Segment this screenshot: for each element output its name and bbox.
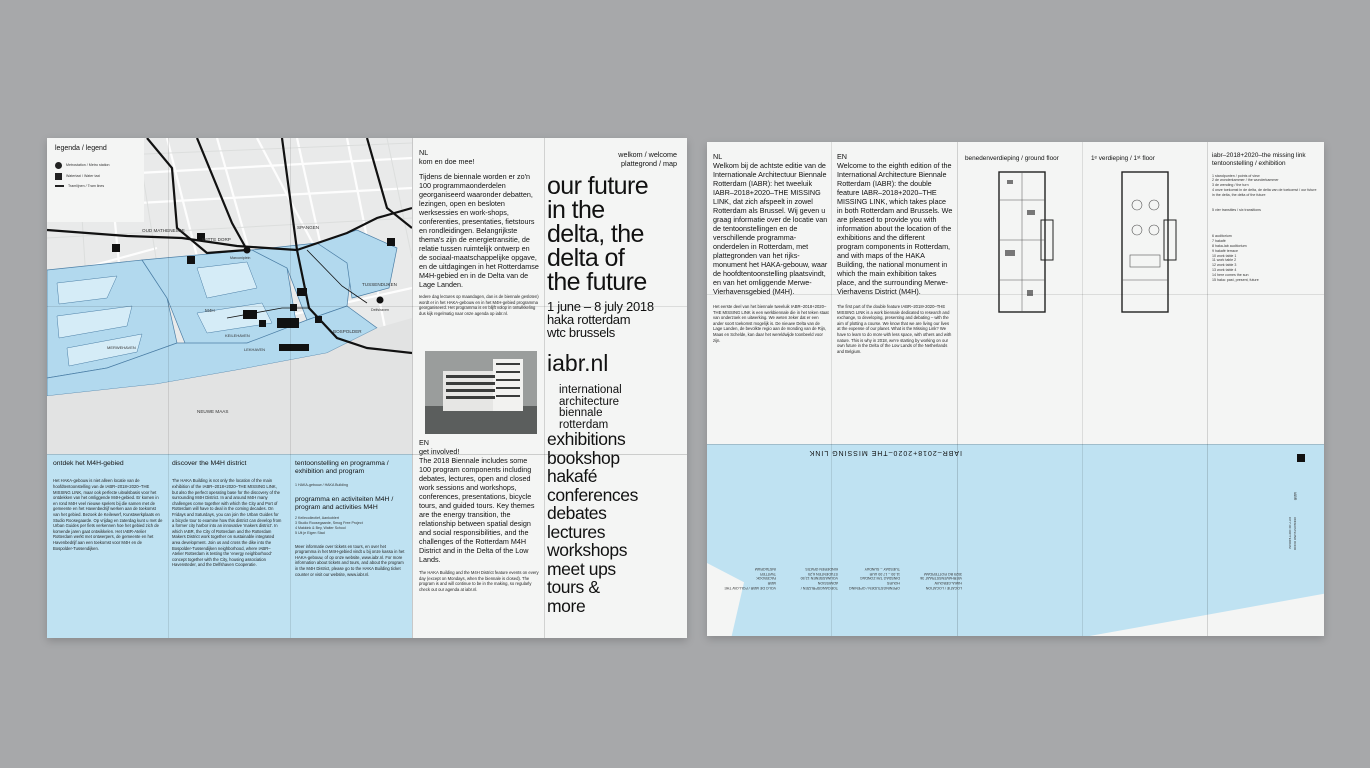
en-intro-column <box>419 456 541 592</box>
poster-right <box>707 142 1324 636</box>
index-item: 11 work table 2 <box>1212 258 1237 263</box>
nl-label: NL <box>419 148 429 157</box>
index-item: 9 hakafé terrace <box>1212 248 1238 253</box>
program-list-item: bookshop <box>547 447 620 468</box>
index-item: 4 onze toekomst in de delta, de delta van de toekomst / our future in the delta, the delta of the future <box>1212 187 1317 197</box>
program-list-item: exhibitions <box>547 429 626 449</box>
index-item: 13 work table 4 <box>1212 267 1237 272</box>
welcome-header: welkom / welcome plattegrond / map <box>618 150 677 168</box>
program-list-item: conferences <box>547 484 638 505</box>
en-small-text: The HAKA Building and the M4H District feature events on every day (except on Mondays, when the biennale is closed). The program is and will continue to be in the making, so regularly check out our agenda at iabr.nl. <box>419 570 539 592</box>
legend-item <box>55 184 140 189</box>
program-item: 2 Keilecollectief, Aankoblert <box>295 516 339 521</box>
iabr-logo-icon <box>1297 454 1305 462</box>
upside-columns <box>717 566 962 590</box>
legend-item <box>55 173 140 180</box>
en-intro: The 2018 Biennale includes some 100 program components including debates, lectures, open and closed work sessions and workshops, conferences, presentations, bicycle tours, and guided tours. Key themes are the energy transition, the relationship between spatial design and social responsibilities, and the challenges of the Rotterdam M4H District and in the Delta of the Low Lands. <box>419 456 535 564</box>
index-item: 7 hakafé <box>1212 239 1226 244</box>
index-item: 5 vier transities / six transitions <box>1212 207 1261 212</box>
map-label: TUSSENDIJKEN <box>362 282 397 287</box>
en-label: EN <box>419 438 429 447</box>
info-column-2 <box>172 460 282 568</box>
side-logo-text: IABR <box>1293 492 1297 501</box>
side-logo <box>1288 454 1319 549</box>
website-url: iabr.nl <box>547 350 609 376</box>
legend-item <box>55 162 140 169</box>
program-item: 4 Makkink & Bey, Walter School <box>295 526 346 531</box>
legend-item-label: Metrostation / Metro station <box>66 163 110 168</box>
exhibition-index <box>1212 152 1320 282</box>
index-title: iabr–2018+2020–the missing link tentoonstelling / exhibition <box>1212 152 1306 167</box>
map-label: WITTE DORP <box>202 237 231 242</box>
poster-left <box>47 138 687 638</box>
first-floor-plan <box>1112 170 1192 318</box>
column-subtitle: 1 HAKA-gebouw / HAKA Building <box>295 482 348 487</box>
event-dates: 1 june – 8 july 2018 haka rotterdam wtc brussels <box>547 299 654 340</box>
upside-column: OPENINGSTIJDEN / OPENING HOURS DINSDAG T/M ZONDAG 11.00 – 17.00 UUR TUESDAY – SUNDAY <box>848 566 900 590</box>
map-label: Marconiplein <box>230 256 251 260</box>
index-item: 14 here comes the sun <box>1212 272 1249 277</box>
index-item: 2 de wonderkammer / the wunderkammer <box>1212 178 1279 183</box>
poster-headline: our future in the delta, the delta of the future <box>547 172 649 296</box>
column-title: discover the M4H district <box>172 460 247 467</box>
column-text: The HAKA Building is not only the location of the main exhibition of the IABR–2018+2020–THE MISSING LINK, but also the perfect operating base for the discovery of the surrounding M4H District. In and around M4H many challenges come together with which the City and Port of Rotterdam will have to deal in the coming decades. On Fridays and Saturdays, you can join the Urban Guides for a bicycle tour to examine how this district can develop from a former city harbor into an innovative 'makers district'. In which IABR, the City of Rotterdam and the Rotterdam Makers District work together on sustainable integrated area development. Join us and cross the dike into the Bospolder-Tussendijken neighborhood, where IABR–Atelier Rotterdam is testing the 'energy neighborhood' concept together with the City, housing association Havensteder, and the Delfshaven Cooperatie. <box>172 478 282 568</box>
program-list-item: workshops <box>547 540 628 560</box>
program-list-item: meet ups <box>547 558 616 579</box>
nl-intro: Welkom bij de achtste editie van de Internationale Architectuur Biennale Rotterdam (IABR): het tweeluik IABR–2018+2020–THE MISSING LINK, dat zich afspeelt in zowel Rotterdam als Brussel. Wij geven u graag informatie over de locatie van de tentoonstellingen en de verschillende programma-onderdelen in Rotterdam, met plattegronden van het rijks-monument het HAKA-gebouw, waar de hoofdtentoonstelling plaatsvindt, en van het omliggende Merwe-Vierhavensgebied (M4H). <box>713 161 828 296</box>
program-list-item: tours & more <box>547 577 600 616</box>
program-list <box>547 430 685 615</box>
legend-item-label: Watertaxi / Water taxi <box>66 174 101 179</box>
upside-down-info <box>717 450 962 590</box>
column-text: Meer informatie over tickets en tours, en over het programma in het M4H-gebied vindt u bij onze kassa in het HAKA-gebouw, of op onze website, www.iabr.nl. For more information about tickets and tours, and about the program in the M4H District, please go to the HAKA Building ticket counter or visit our website, www.iabr.nl. <box>295 543 405 577</box>
map-label: M4H <box>205 308 215 313</box>
column-title-2: programma en activiteiten M4H / program and activities M4H <box>295 495 394 512</box>
info-column-1 <box>53 460 163 551</box>
column-title: tentoonstelling en programma / exhibition and program <box>295 460 389 476</box>
nl-small-text: Iedere dag lectures op maandagen, dan is de biennale gesloten) wordt er in het HAKA-gebouw en in het M4H-gebied programma georganiseerd. Het programma is en blijft volop in ontwikkeling dus kijk regelmatig naar onze agenda op iabr.nl. <box>419 294 539 316</box>
org-name: international architecture biennale rotterdam <box>559 384 622 431</box>
en-label: EN <box>837 152 847 161</box>
program-list-item: debates <box>547 503 607 523</box>
index-item: 10 work table 1 <box>1212 253 1237 258</box>
index-item: 12 work table 3 <box>1212 263 1237 268</box>
map-legend <box>47 138 144 222</box>
upside-column: LOCATIE / LOCATION HAKA-GEBOUW VIERHAVENSSTRAAT 36 3029 BG ROTTERDAM <box>920 571 962 590</box>
map-label: OUD MATHENESSE <box>142 228 185 233</box>
tram-line-icon <box>55 185 64 187</box>
en-subtitle: get involved! <box>419 447 460 456</box>
side-sponsor-text: ONDERSTEUND CITY OF ROTTERDAM <box>1288 516 1297 549</box>
column-title: ontdek het M4H-gebied <box>53 460 124 467</box>
index-item: 8 haka-lab auditorium <box>1212 243 1247 248</box>
nl-small-text: Het eerste deel van het biennale tweeluik IABR–2018+2020–THE MISSING LINK is een werkbiennale die in het teken staat van onderzoek en uitwerking. We weten zeker dat er een ander soort toekomst mogelijk is. De nieuwe Delta van de Lage Landen, de bevolkte regio aan de monding van de Rijn, Maas en Schelde, kan daar het wereldwijde toonbeeld voor zijn. <box>713 304 829 343</box>
metro-icon <box>55 162 62 169</box>
right-en-column <box>837 152 953 354</box>
en-small-text: The first part of the double feature IABR–2018+2020–THE MISSING LINK is a work biennale dedicated to research and exchange, to developing, presenting and debating – with the aim of plotting a course. We know that we are living our lives at the expense of our planet. What is the Missing Link? We have to learn to do more with less space, with others and with nature. This is why in 2018, we're starting by working on our own future in the Delta of the Low Lands of the Netherlands and Belgium. <box>837 304 952 354</box>
map-label: MERWEHAVEN <box>107 345 136 350</box>
legend-title: legenda / legend <box>55 145 107 152</box>
map-label: SPANGEN <box>297 225 320 230</box>
map-label: NEUWE MAAS <box>197 409 229 414</box>
en-intro: Welcome to the eighth edition of the International Architecture Biennale Rotterdam (IABR): the double feature IABR–2018+2020–THE MISSING LINK, which takes place in both Rotterdam and Brussels. We are pleased to provide you with information about the location of the exhibitions and the different program components in Rotterdam, and with maps of the HAKA Building, the national monument in which the main exhibition takes place, and the surrounding Merwe-Vierhavens District (M4H). <box>837 161 953 296</box>
index-item: 6 auditorium <box>1212 234 1232 239</box>
index-item: 1 standpunten / points of view <box>1212 173 1260 178</box>
info-column-3 <box>295 460 407 577</box>
water-taxi-icon <box>55 173 62 180</box>
district-map <box>47 138 412 454</box>
right-nl-column <box>713 152 829 343</box>
column-text: Het HAKA-gebouw is niet alleen locatie van de hoofdtentoonstelling van de IABR–2018+2020–THE MISSING LINK, maar ook perfecte uitvalsbasis voor het ontdekken van het omliggende M4H-gebied. Er komen in en rond M4H veel nieuwe spelers bij die samen met de gemeente en het Havenbedrijf werken aan de toekomst van het gebied. Bezoek de Keilewerf, Kunstwerkplaats en Studio Roosegaarde. Op vrijdag en zaterdag kunt u met de Urban Guides per fiets verkennen hoe het gebied zich de komende jaren gaat ontwikkelen. Het IABR-Atelier Rotterdam werkt met ontwerpers, de gemeente en het Havenbedrijf aan een toekomst voor M4H en de Bospolder-Tussendijken. <box>53 478 163 551</box>
program-list-item: hakafé <box>547 466 598 486</box>
index-item: 15 haka: past, present, future <box>1212 277 1259 282</box>
map-label: KEILEHAVEN <box>225 333 250 338</box>
first-floor-label: 1ᵉ verdieping / 1ˢᵗ floor <box>1091 155 1155 162</box>
map-label: LEKHAVEN <box>244 347 266 352</box>
nl-intro-column <box>419 148 539 316</box>
upside-column: TOEGANGSPRIJZEN / ADMISSION VOLWASSENEN 12,50 STUDENTEN 6,25 KINDEREN GRATIS <box>800 566 838 590</box>
headline-column <box>547 150 683 431</box>
map-label: BOSPOLDER <box>333 329 362 334</box>
haka-building-photo <box>425 351 537 434</box>
nl-intro: Tijdens de biennale worden er zo'n 100 programmaonderdelen georganiseerd waaronder debatten, lezingen, open en besloten werksessies en work-shops, conferenties, presentaties, fietstours en rondleidingen. Belangrijkste thema's zijn de energietransitie, de relatie tussen ruimtelijk ontwerp en de sociaal-maatschappelijke opgave, en de uitdagingen in het Rotterdamse M4H-gebied en in de Delta van de Lage Landen. <box>419 172 539 289</box>
program-list-item: lectures <box>547 521 606 542</box>
program-item: 5 Uit je Eigen Stad <box>295 530 325 535</box>
program-item: 3 Studio Roosegaarde, Smog Free Project <box>295 521 363 526</box>
ground-floor-plan <box>997 170 1057 318</box>
nl-label: NL <box>713 152 723 161</box>
nl-subtitle: kom en doe mee! <box>419 157 475 166</box>
upside-title: IABR–2018+2020–THE MISSING LINK <box>808 449 962 457</box>
index-list <box>1212 174 1320 283</box>
map-label: Delfshaven <box>371 308 389 312</box>
upside-column: VOLG DE IABR / FOLLOW THE IABR FACEBOOK TWITTER INSTAGRAM <box>724 566 776 590</box>
ground-floor-label: benedenverdieping / ground floor <box>965 155 1059 162</box>
index-item: 3 de wending / the turn <box>1212 183 1249 188</box>
legend-item-label: Tramlijnen / Tram lines <box>68 184 105 188</box>
